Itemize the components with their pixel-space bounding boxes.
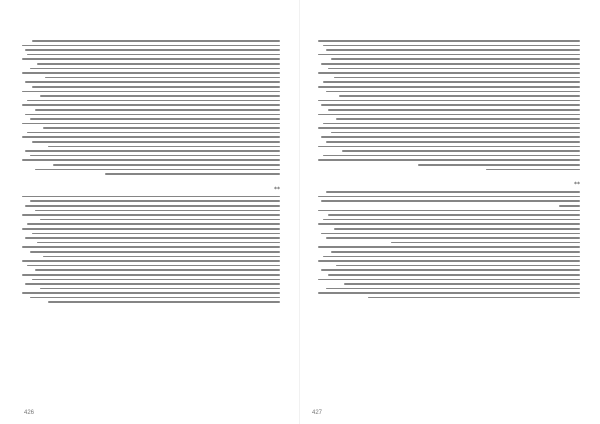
text-line xyxy=(318,292,580,294)
text-line xyxy=(22,104,280,106)
text-line xyxy=(318,279,580,281)
text-line xyxy=(25,237,280,239)
section-separator: ** xyxy=(574,181,580,189)
text-line xyxy=(22,72,280,74)
page-number: 426 xyxy=(24,410,35,416)
text-line xyxy=(30,118,280,120)
text-line xyxy=(321,104,580,106)
text-line xyxy=(321,233,580,235)
text-line xyxy=(328,214,580,216)
text-line xyxy=(35,210,280,212)
text-line xyxy=(25,205,280,207)
text-line xyxy=(334,228,580,230)
text-line xyxy=(37,242,280,244)
text-line xyxy=(22,292,280,294)
text-line xyxy=(318,114,580,116)
text-line xyxy=(25,49,280,51)
text-line xyxy=(326,191,580,193)
text-line xyxy=(27,54,280,56)
text-line xyxy=(30,155,280,157)
text-line xyxy=(486,169,580,171)
text-line xyxy=(418,164,580,166)
text-line xyxy=(53,164,280,166)
text-line xyxy=(326,91,580,93)
text-line xyxy=(40,288,280,290)
text-line xyxy=(391,242,580,244)
page-number: 427 xyxy=(312,410,323,416)
text-line xyxy=(321,200,580,202)
text-line xyxy=(323,219,580,221)
text-line xyxy=(22,228,280,230)
text-line xyxy=(25,81,280,83)
text-line xyxy=(32,233,280,235)
text-line xyxy=(35,109,280,111)
text-line xyxy=(32,86,280,88)
text-line xyxy=(22,58,280,60)
text-line xyxy=(27,265,280,267)
text-line xyxy=(22,123,280,125)
text-line xyxy=(326,237,580,239)
text-line xyxy=(323,155,580,157)
text-line xyxy=(22,246,280,248)
text-line xyxy=(318,40,580,42)
text-line xyxy=(318,100,580,102)
text-line xyxy=(336,118,580,120)
text-line xyxy=(40,95,280,97)
text-line xyxy=(27,100,280,102)
text-line xyxy=(318,72,580,74)
text-line xyxy=(25,283,280,285)
text-line xyxy=(318,246,580,248)
text-line xyxy=(331,58,580,60)
text-line xyxy=(318,127,580,129)
text-line xyxy=(318,146,580,148)
text-line xyxy=(331,251,580,253)
text-line xyxy=(32,279,280,281)
text-line xyxy=(40,219,280,221)
text-line xyxy=(30,251,280,253)
text-line xyxy=(22,274,280,276)
text-line xyxy=(30,200,280,202)
text-line xyxy=(32,40,280,42)
text-line xyxy=(323,45,580,47)
text-line xyxy=(318,159,580,161)
text-line xyxy=(22,260,280,262)
section-separator: ** xyxy=(274,185,280,193)
text-line xyxy=(30,297,280,299)
text-line xyxy=(368,297,580,299)
text-line xyxy=(318,196,580,198)
text-line xyxy=(336,265,580,267)
text-line xyxy=(326,288,580,290)
right-text-block xyxy=(318,40,580,400)
text-line xyxy=(326,49,580,51)
text-line xyxy=(559,205,580,207)
text-line xyxy=(344,283,580,285)
text-line xyxy=(22,214,280,216)
text-line xyxy=(331,132,580,134)
text-line xyxy=(328,109,580,111)
text-line xyxy=(328,274,580,276)
text-line xyxy=(25,114,280,116)
text-line xyxy=(105,173,280,175)
left-text-block xyxy=(22,40,280,400)
text-line xyxy=(328,68,580,70)
text-line xyxy=(321,269,580,271)
text-line xyxy=(323,256,580,258)
text-line xyxy=(48,301,280,303)
text-line xyxy=(35,169,280,171)
text-line xyxy=(342,150,580,152)
text-line xyxy=(30,68,280,70)
text-line xyxy=(43,127,280,129)
text-line xyxy=(22,196,280,198)
text-line xyxy=(318,260,580,262)
text-line xyxy=(22,159,280,161)
text-line xyxy=(326,141,580,143)
text-line xyxy=(318,223,580,225)
text-line xyxy=(318,210,580,212)
text-line xyxy=(48,146,280,148)
right-page xyxy=(300,0,600,424)
text-line xyxy=(323,123,580,125)
text-line xyxy=(22,91,280,93)
text-line xyxy=(318,86,580,88)
text-line xyxy=(35,269,280,271)
text-line xyxy=(321,136,580,138)
text-line xyxy=(334,77,580,79)
text-line xyxy=(22,136,280,138)
text-line xyxy=(45,77,280,79)
text-line xyxy=(25,150,280,152)
text-line xyxy=(323,81,580,83)
text-line xyxy=(22,45,280,47)
text-line xyxy=(32,141,280,143)
text-line xyxy=(43,256,280,258)
text-line xyxy=(318,54,580,56)
text-line xyxy=(37,63,280,65)
text-line xyxy=(27,132,280,134)
text-line xyxy=(339,95,580,97)
text-line xyxy=(321,63,580,65)
text-line xyxy=(27,223,280,225)
